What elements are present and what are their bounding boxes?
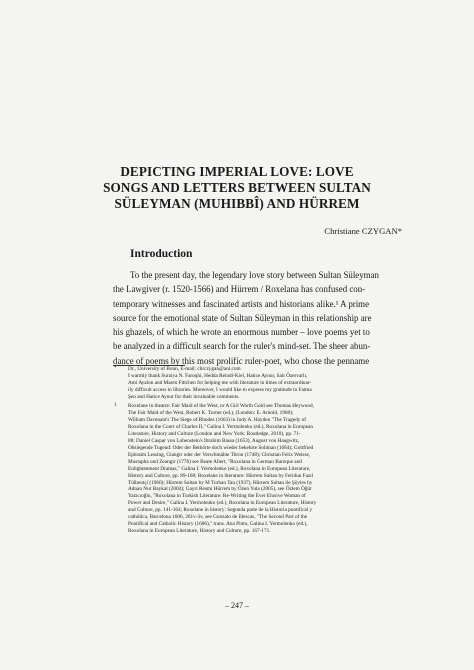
footnote-mark: * <box>114 366 117 371</box>
footnote-line: Adnan Nur Baykal (2004); Gayrı Resmi Hürrem by Özen Yula (2005), see Özlem Öğüt <box>128 486 312 493</box>
footnote-line: 88; Daniel Caspar von Lohenstein's Ibrahim Bassa (1653), August von Haugwitz, <box>128 437 300 444</box>
footnote-line: Yazıcıoğlu, "Roxolana in Turkish Literature: Re-Writing the Ever Elusive Woman of <box>128 493 306 500</box>
footnotes <box>113 366 377 535</box>
footnote-line: Dr., University of Bonn, E-mail: chrczygan@aol.com <box>128 366 241 372</box>
footnote-line: Ami Ayalon and Maren Fittchen for helping me with literature in times of extraordinar- <box>128 379 312 386</box>
body-line: his ghazels, of which he wrote an enormous number – love poems yet to <box>113 327 370 338</box>
footnote-line: cathólica, Barcelona 1606, 261v-3v, see Gonzalo de Illescas, "The Second Part of the <box>128 514 308 521</box>
footnote-line: and Culture, pp. 141-164; Roxelane in history: Segunda parte de la Historia pontifical y <box>128 507 313 514</box>
author-name: Christiane CZYGAN* <box>324 226 402 236</box>
body-line: To the present day, the legendary love story between Sultan Süleyman <box>130 270 379 280</box>
footnote-line: Roxolana in European Literature, History and Culture, pp. 167-171. <box>128 528 271 535</box>
body-text <box>113 268 377 368</box>
footnote-line: Enlightenment Dramas," Galina I. Yermolenko (ed.), Roxolana in European Literature, <box>128 465 311 472</box>
body-line: source for the emotional state of Sultan Süleyman in this relationship are <box>113 312 372 323</box>
footnote-author <box>113 366 377 401</box>
footnote-1 <box>113 403 377 535</box>
body-line: the Lawgiver (r. 1520-1566) and Hürrem / Roxelana has confused con- <box>113 284 366 295</box>
footnote-line: Mustapha und Zeangir (1776) see Beate Allert, "Roxolana in German Baroque and <box>128 458 302 465</box>
footnote-line: Power and Desire," Galina I. Yermolenko (ed.), Roxolana in European Literature, History <box>128 500 317 507</box>
footnote-line: History and Culture, pp. 89-108; Roxelane in literature: Hürrem Sultan by Feridun Fazıl <box>128 472 314 479</box>
page-number: – 247 – <box>225 601 249 610</box>
footnote-line: William Davenant's The Siege of Rhodes (1663) in Judy A. Hayden "The Tragedy of <box>128 417 307 424</box>
body-line: temporary witnesses and fascinated artists and historians alike.¹ A prime <box>113 298 370 309</box>
footnote-line: I warmly thank Suraiya N. Faroqhi, Hedda Reindl-Kiel, Hatice Aynur, Sait Özervarlı, <box>128 372 308 379</box>
title-line: SÜLEYMAN (MUHIBBÎ) AND HÜRREM <box>114 196 360 211</box>
footnote-line: Literature, History and Culture (London and New York: Routledge, 2010), pp. 71- <box>128 430 301 437</box>
footnote-line: The Fair Maid of the West, Robert K. Turner (ed.), (London: E. Arnold, 1968); <box>128 410 294 417</box>
body-line: dance of poems by this most prolific ruler-poet, who chose the penname <box>113 355 370 366</box>
footnote-line: Roxelane in theatre: Fair Maid of the West, or A Girl Worth Gold see Thomas Heywood, <box>128 403 314 410</box>
title-line: SONGS AND LETTERS BETWEEN SULTAN <box>103 180 371 195</box>
footnote-line: Roxolana in the Court of Charles II," Galina I. Yermolenko (ed.), Roxolana in European <box>128 424 313 430</box>
body-line: be analyzed in a difficult search for the ruler's mind-set. The sheer abun- <box>113 341 371 352</box>
article-title <box>60 164 414 212</box>
footnote-line: Ephraim Lessing, Giangir oder der Verschmähte Thron (1748); Christian Felix Weisse, <box>128 451 311 458</box>
title-line: DEPICTING IMPERIAL LOVE: LOVE <box>120 164 354 179</box>
footnote-line: Tülbentçi (1960); Hürrem Sultan by M Turhan Tan (1937), Hürrem Sultan ile Şöyles by <box>128 479 313 486</box>
footnote-line: Obsiegende Tugend: Oder der Bethörte doch wieder bekehrte Soliman (1684); Gottfried <box>128 444 314 451</box>
footnote-line: Pontifical and Catholic History (1606)," trans. Ana Pinto, Galina I. Yermolenko (ed.), <box>128 521 308 528</box>
section-heading: Introduction <box>130 248 193 260</box>
footnote-line: Şen and Hatice Aynur for their invaluable comments. <box>128 393 240 400</box>
footnote-line: ily difficult access to libraries. Moreover, I would like to express my gratitude to Fatma <box>128 386 312 393</box>
footnote-mark: 1 <box>114 403 117 409</box>
